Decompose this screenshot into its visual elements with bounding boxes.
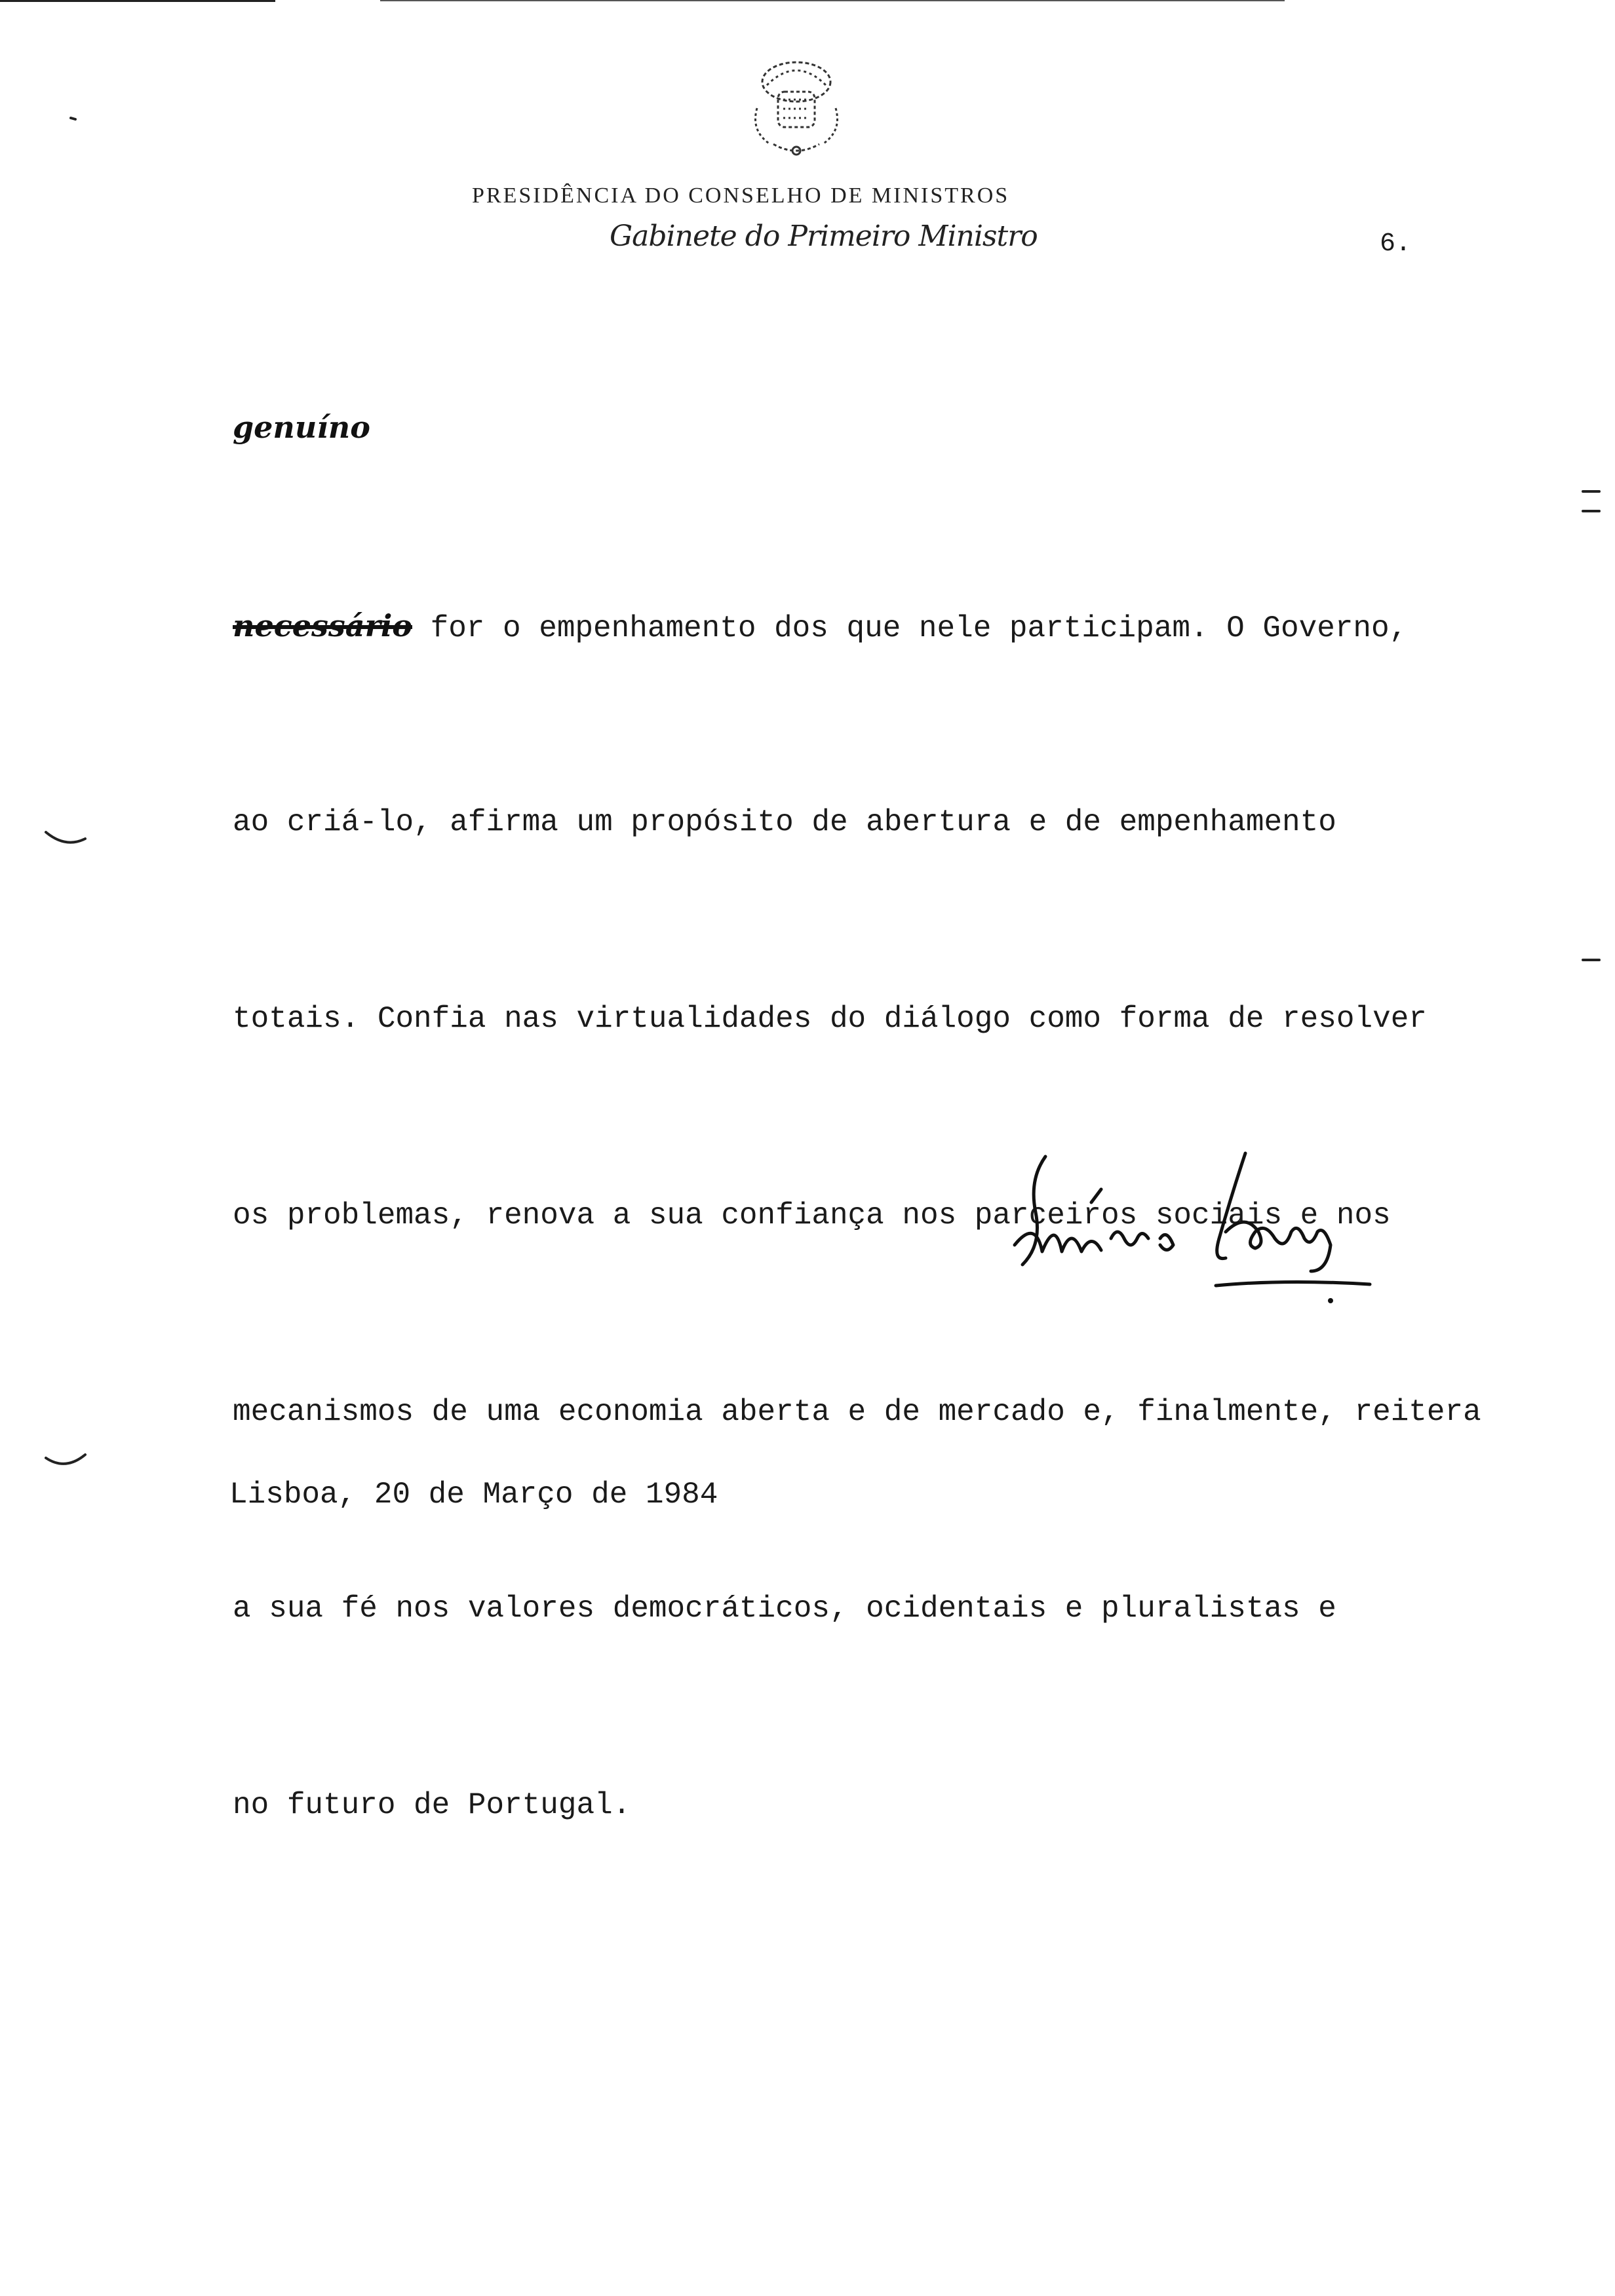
- scan-edge-line: [0, 0, 275, 2]
- struck-word: necessário: [233, 608, 412, 643]
- body-line: ao criá-lo, afirma um propósito de abertura e de empenhamento: [233, 805, 1336, 839]
- body-line-text: for o empenhamento dos que nele participam. O Governo,: [412, 611, 1408, 645]
- office-subheading: Gabinete do Primeiro Ministro: [610, 220, 1038, 253]
- body-line: os problemas, renova a sua confiança nos parceiros sociais e nos: [233, 1198, 1391, 1233]
- signature-icon: [996, 1140, 1390, 1311]
- body-line: totais. Confia nas virtualidades do diálogo como forma de resolver: [233, 1002, 1427, 1036]
- coat-of-arms-icon: [731, 46, 862, 164]
- handwritten-insertion: genuíno: [233, 410, 370, 445]
- signature: [996, 1140, 1390, 1311]
- page-number: 6.: [1380, 229, 1412, 259]
- institution-heading: PRESIDÊNCIA DO CONSELHO DE MINISTROS: [472, 183, 1010, 208]
- body-line: no futuro de Portugal.: [233, 1788, 631, 1822]
- dateline: Lisboa, 20 de Março de 1984: [229, 1478, 718, 1512]
- body-line: a sua fé nos valores democráticos, ocidentais e pluralistas e: [233, 1592, 1336, 1626]
- body-line: [233, 593, 1544, 659]
- body-line: mecanismos de uma economia aberta e de mercado e, finalmente, reitera: [233, 1395, 1481, 1429]
- scan-edge-line: [380, 0, 1285, 1]
